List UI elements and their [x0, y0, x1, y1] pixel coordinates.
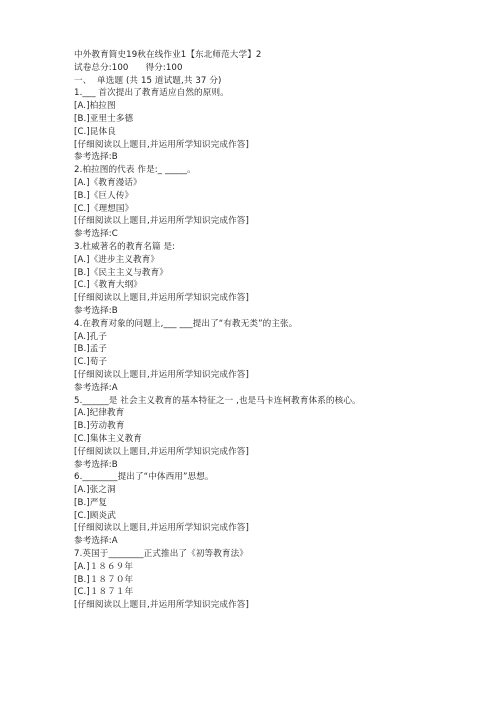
answer-option: [A.]《教育漫话》 [74, 177, 142, 188]
answer-option: [A.]《进步主义教育》 [74, 254, 160, 265]
answer-option: [A.]孔子 [74, 331, 107, 342]
section-heading: 一、 单选题 (共 15 道试题,共 37 分) [74, 75, 222, 86]
instruction-text: [仔细阅读以上题目,并运用所学知识完成作答] [74, 139, 249, 150]
answer-option: [A.]纪律教育 [74, 408, 125, 419]
answer-option: [C.]《理想国》 [74, 203, 134, 214]
answer-option: [B.]劳动教育 [74, 421, 125, 432]
answer-option: [C.]荀子 [74, 357, 108, 368]
instruction-text: [仔细阅读以上题目,并运用所学知识完成作答] [74, 293, 249, 304]
answer-option: [B.]１８７０年 [74, 574, 134, 585]
answer-option: [C.]集体主义教育 [74, 433, 143, 444]
document-title: 中外教育简史19秋在线作业1【东北师范大学】2 [74, 50, 262, 60]
answer-option: [C.]《教育大纲》 [74, 280, 143, 291]
question-text: 3.杜威著名的教育名篇 是: [74, 241, 176, 252]
answer-option: [B.]严复 [74, 497, 108, 508]
answer-option: [A.]张之洞 [74, 485, 116, 496]
instruction-text: [仔细阅读以上题目,并运用所学知识完成作答] [74, 369, 249, 380]
reference-answer: 参考选择:A [74, 536, 118, 547]
score-summary: 试卷总分:100 得分:100 [74, 62, 183, 73]
reference-answer: 参考选择:B [74, 305, 118, 316]
answer-option: [A.]柏拉图 [74, 101, 116, 112]
answer-option: [B.]《巨人传》 [74, 190, 134, 201]
answer-option: [C.]１８７１年 [74, 587, 134, 598]
instruction-text: [仔细阅读以上题目,并运用所学知识完成作答] [74, 523, 249, 534]
answer-option: [B.]《民主主义与教育》 [74, 267, 168, 278]
answer-option: [C.]顾炎武 [74, 510, 116, 521]
question-text: 7.英国于________正式推出了《初等教育法》 [74, 549, 248, 560]
reference-answer: 参考选择:C [74, 229, 118, 240]
question-text: 1.___ 首次提出了教育适应自然的原则。 [74, 88, 229, 99]
answer-option: [B.]亚里士多德 [74, 113, 134, 124]
instruction-text: [仔细阅读以上题目,并运用所学知识完成作答] [74, 216, 249, 227]
question-text: 2.柏拉图的代表 作是:_ _____。 [74, 165, 196, 176]
question-text: 6.________提出了“中体西用”思想。 [74, 472, 214, 483]
answer-option: [C.]昆体良 [74, 126, 116, 137]
document-body [74, 49, 474, 612]
answer-option: [A.]１８６９年 [74, 561, 134, 572]
reference-answer: 参考选择:A [74, 382, 118, 393]
reference-answer: 参考选择:B [74, 152, 118, 163]
instruction-text: [仔细阅读以上题目,并运用所学知识完成作答] [74, 600, 249, 611]
answer-option: [B.]孟子 [74, 344, 108, 355]
question-text: 5.______是 社会主义教育的基本特征之一 ,也是马卡连柯教育体系的核心。 [74, 395, 361, 406]
reference-answer: 参考选择:B [74, 459, 118, 470]
question-text: 4.在教育对象的问题上,___ ___提出了“有教无类”的主张。 [74, 318, 298, 329]
instruction-text: [仔细阅读以上题目,并运用所学知识完成作答] [74, 446, 249, 457]
